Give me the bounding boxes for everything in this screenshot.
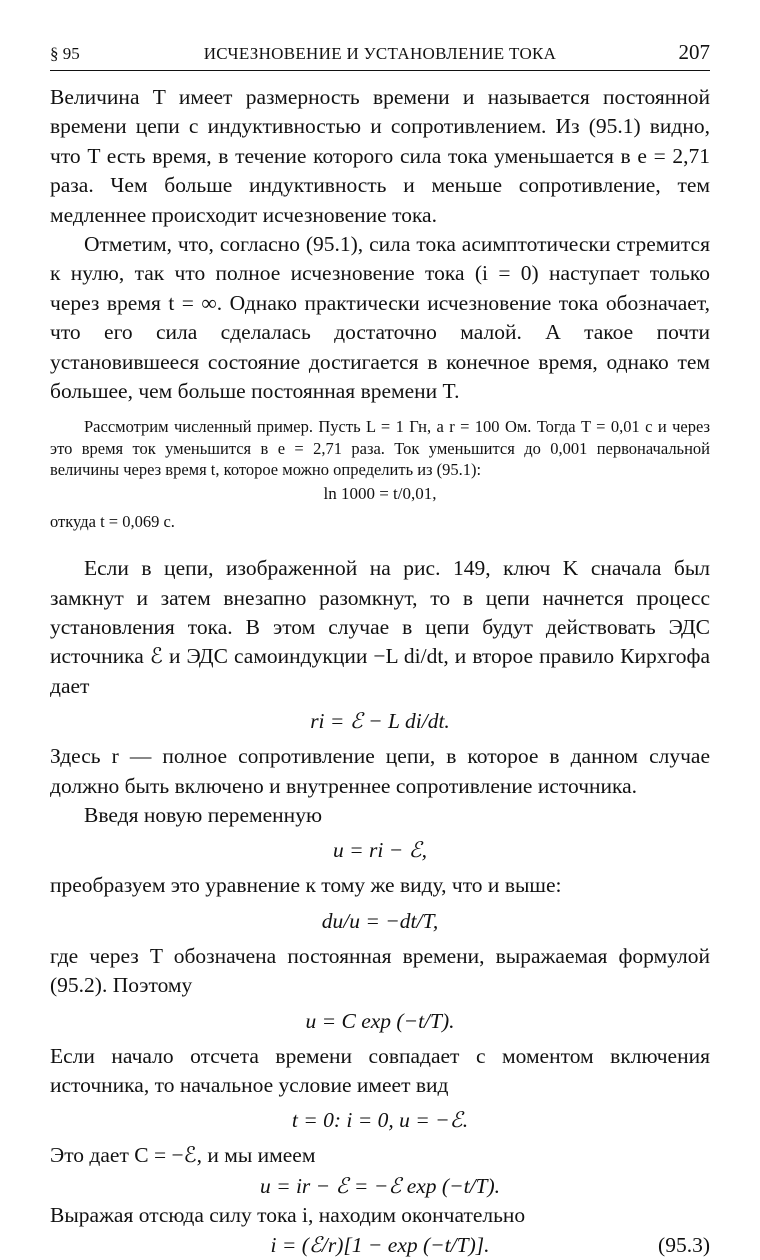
running-header (50, 40, 710, 71)
paragraph-initial-condition: Если начало отсчета времени совпадает с моментом включения источника, то начальное условие имеет вид (50, 1043, 710, 1097)
paragraph-constant: Это дает C = −ℰ, и мы имеем (50, 1143, 316, 1168)
equation-kirchhoff: ri = ℰ − L di/dt. (310, 709, 450, 734)
running-title: ИСЧЕЗНОВЕНИЕ И УСТАНОВЛЕНИЕ ТОКА (203, 44, 557, 63)
paragraph-asymptotic-decay: Отметим, что, согласно (95.1), сила тока асимптотически стремится к нулю, так что полное исчезновение тока (i = 0) наступает только через время t = ∞. Однако практически исчезновение тока обозначает, что его сила сделалась достаточно малой. А такое почти установившееся состояние достигается в конечное время, однако тем большее, чем больше постоянная времени T. (50, 232, 710, 404)
page-body (50, 83, 710, 1260)
paragraph-total-resistance: Здесь r — полное сопротивление цепи, в которое в данном случае должно быть включено и внутреннее сопротивление источника. (50, 744, 710, 798)
paragraph-transform: преобразуем это уравнение к тому же виду, что и выше: (50, 873, 562, 898)
paragraph-time-constant-ref: где через T обозначена постоянная времени, выражаемая формулой (95.2). Поэтому (50, 943, 710, 998)
section-number: § 95 (50, 44, 80, 63)
equation-substitution: u = ri − ℰ, (333, 838, 427, 863)
book-page (50, 40, 710, 1260)
equation-u-solution: u = ir − ℰ = −ℰ exp (−t/T). (259, 1173, 501, 1198)
page-number: 207 (678, 40, 710, 64)
example-text: Рассмотрим численный пример. Пусть L = 1 Гн, а r = 100 Ом. Тогда T = 0,01 с и через это время ток уменьшится в e = 2,71 раза. Ток уменьшится до 0,001 первоначальной величины через время t, которое можно определить из (95.1): (50, 417, 710, 480)
equation-number: (95.3) (658, 1233, 710, 1258)
equation-95-3 (50, 1230, 710, 1260)
equation-general-solution: u = C exp (−t/T). (305, 1008, 455, 1033)
paragraph-final: Выражая отсюда силу тока i, находим окончательно (50, 1202, 526, 1227)
paragraph-current-establishment: Если в цепи, изображенной на рис. 149, ключ K сначала был замкнут и затем внезапно разомкнут, то в цепи начнется процесс установления тока. В этом случае в цепи будут действовать ЭДС источника ℰ и ЭДС самоиндукции −L di/dt, и второе правило Кирхгофа дает (50, 556, 710, 698)
example-result: откуда t = 0,069 с. (50, 511, 175, 531)
numeric-example (50, 416, 710, 532)
equation-95-3-body: i = (ℰ/r)[1 − exp (−t/T)]. (270, 1233, 490, 1258)
equation-differential: du/u = −dt/T, (321, 908, 439, 933)
paragraph-new-variable: Введя новую переменную (84, 802, 323, 827)
example-equation: ln 1000 = t/0,01, (323, 483, 437, 503)
equation-initial-values: t = 0: i = 0, u = −ℰ. (291, 1108, 469, 1133)
paragraph-time-constant: Величина T имеет размерность времени и называется постоянной времени цепи с индуктивностью и сопротивлением. Из (95.1) видно, что T есть время, в течение которого сила тока уменьшается в e = 2,71 раза. Чем больше индуктивность и меньше сопротивление, тем медленнее происходит исчезновение тока. (50, 85, 710, 227)
